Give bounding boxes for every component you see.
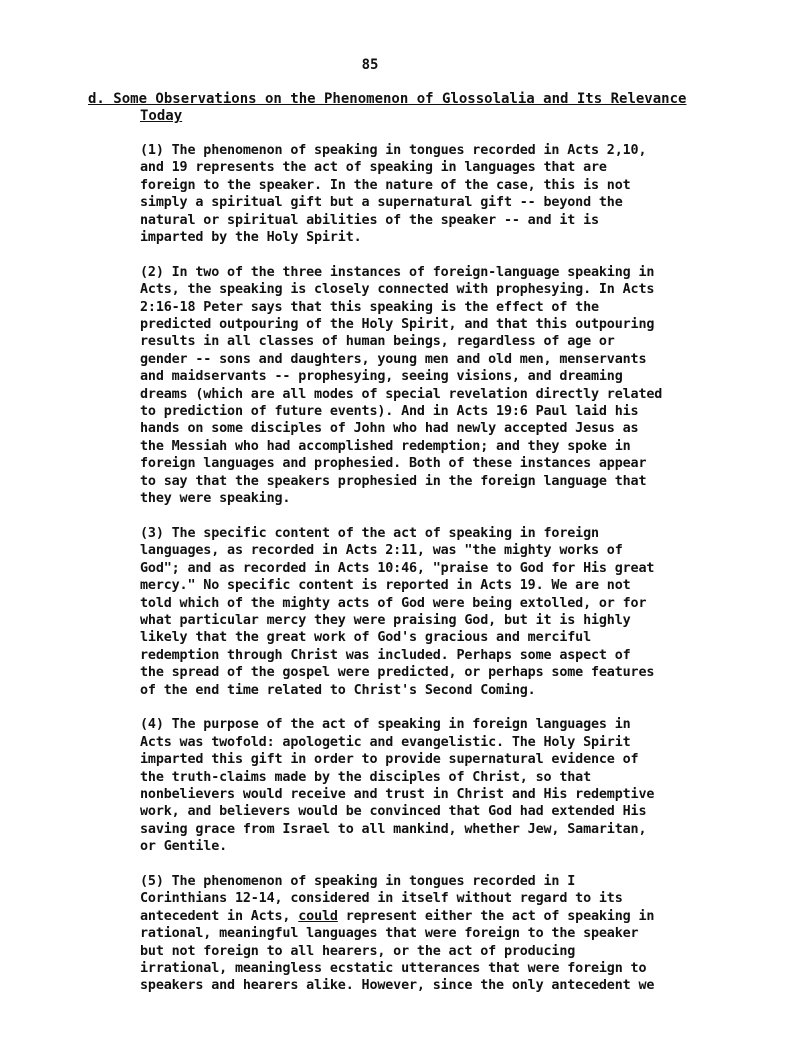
page-number: 85: [361, 57, 379, 73]
paragraph-4: (4) The purpose of the act of speaking in foreign languages in Acts was twofold: apologetic and evangelistic. The Holy Spirit imparted this gift in order to provide supernatural evidence of the truth-claims made by the disciples of Christ, so that nonbelievers would receive and trust in Christ and His redemptive work, and believers would be convinced that God had extended His saving grace from Israel to all mankind, whether Jew, Samaritan, or Gentile.: [140, 717, 655, 855]
body-text: [140, 142, 720, 1012]
section-heading: [88, 91, 770, 125]
paragraph-3: (3) The specific content of the act of speaking in foreign languages, as recorded in Acts 2:11, was "the mighty works of God"; and as recorded in Acts 10:46, "praise to God for His great mercy." No specific content is reported in Acts 19. We are not told which of the mighty acts of God were being extolled, or for what particular mercy they were praising God, but it is highly likely that the great work of God's gracious and merciful redemption through Christ was included. Perhaps some aspect of the spread of the gospel were predicted, or perhaps some features of the end time related to Christ's Second Coming.: [140, 525, 655, 698]
section-heading-line-1: d. Some Observations on the Phenomenon of Glossolalia and Its Relevance: [88, 91, 687, 107]
paragraph-5: [140, 873, 720, 995]
section-heading-line-2: Today: [140, 108, 183, 124]
paragraph-2: (2) In two of the three instances of foreign-language speaking in Acts, the speaking is closely connected with prophesying. In Acts 2:16-18 Peter says that this speaking is the effect of the predicted outpouring of the Holy Spirit, and that this outpouring results in all classes of human beings, regardless of age or gender -- sons and daughters, young men and old men, menservants and maidservants -- prophesying, seeing visions, and dreaming dreams (which are all modes of special revelation directly related to prediction of future events). And in Acts 19:6 Paul laid his hands on some disciples of John who had newly accepted Jesus as the Messiah who had accomplished redemption; and they spoke in foreign languages and prophesied. Both of these instances appear to say that the speakers prophesied in the foreign language that they were speaking.: [140, 264, 663, 507]
paragraph-5-before: (5) The phenomenon of speaking in tongues recorded in I Corinthians 12-14, considered in itself without regard to its antecedent in Acts,: [140, 874, 623, 924]
paragraph-5-emphasis: could: [298, 908, 338, 924]
paragraph-1: (1) The phenomenon of speaking in tongues recorded in Acts 2,10, and 19 represents the act of speaking in languages that are foreign to the speaker. In the nature of the case, this is not simply a spiritual gift but a supernatural gift -- beyond the natural or spiritual abilities of the speaker -- and it is imparted by the Holy Spirit.: [140, 143, 647, 246]
paragraph-5-after: represent either the act of speaking in rational, meaningful languages that were foreign to the speaker but not foreign to all hearers, or the act of producing irrational, meaningless ecstatic utterances that were foreign to speakers and hearers alike. However, since the only antecedent we: [140, 908, 655, 994]
